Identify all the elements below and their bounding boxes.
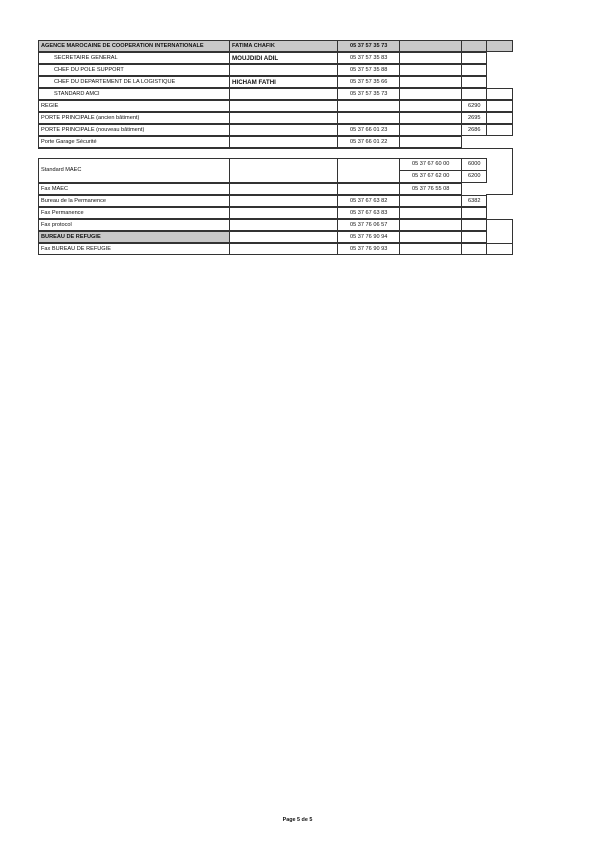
phone-number-2	[399, 207, 462, 219]
extension: 6290	[461, 100, 487, 112]
phone-number: 05 37 66 01 23	[337, 124, 400, 136]
contact-name	[229, 207, 338, 219]
contact-name	[229, 219, 338, 231]
phone-number: 05 37 57 35 73	[337, 88, 400, 100]
table-row	[38, 112, 513, 124]
contact-name	[229, 112, 338, 124]
entity-name: STANDARD AMCI	[38, 88, 230, 100]
entity-name: Fax protocol	[38, 219, 230, 231]
entity-name: REGIE	[38, 100, 230, 112]
extension	[461, 243, 487, 255]
table-row	[38, 219, 513, 231]
table-row	[38, 52, 513, 64]
entity-name: AGENCE MAROCAINE DE COOPERATION INTERNATIONALE	[38, 40, 230, 52]
extra-cell	[486, 100, 513, 112]
entity-name: Standard MAEC	[38, 158, 230, 183]
extension	[461, 64, 487, 76]
table-row	[38, 76, 513, 88]
phone-number: 05 37 76 06 57	[337, 219, 400, 231]
contact-name	[229, 88, 338, 100]
entity-name: BUREAU DE REFUGIE	[38, 231, 230, 243]
contact-name: HICHAM FATHI	[229, 76, 338, 88]
phone-number-2	[399, 40, 462, 52]
phone-number: 05 37 66 01 22	[337, 136, 400, 148]
entity-name: Porte Garage Sécurité	[38, 136, 230, 148]
extension	[461, 231, 487, 243]
phone-number-2	[399, 136, 462, 148]
table-row	[38, 124, 513, 136]
entity-name: CHEF DU DEPARTEMENT DE LA LOGISTIQUE	[38, 76, 230, 88]
phone-number: 05 37 57 35 73	[337, 40, 400, 52]
phone-number: 05 37 57 35 88	[337, 64, 400, 76]
contacts-table	[38, 40, 513, 255]
phone-number: 05 37 57 35 83	[337, 52, 400, 64]
phone-number-2: 05 37 76 55 08	[399, 183, 462, 195]
phone-number: 05 37 76 90 94	[337, 231, 400, 243]
page-number: Page 5 de 5	[282, 817, 313, 823]
extension	[461, 40, 487, 52]
extension: 2695	[461, 112, 487, 124]
extra-cell	[486, 112, 513, 124]
extra-cell	[486, 88, 513, 100]
entity-name: Fax Permanence	[38, 207, 230, 219]
phone-number-2	[399, 231, 462, 243]
extension	[461, 52, 487, 64]
extra-cell	[486, 124, 513, 136]
phone-number	[337, 112, 400, 124]
phone-number	[337, 100, 400, 112]
phone-number-2	[399, 88, 462, 100]
extension	[461, 207, 487, 219]
contact-name: MOUJDIDI ADIL	[229, 52, 338, 64]
contact-name	[229, 231, 338, 243]
phone-number-2	[399, 124, 462, 136]
phone-number-3: 05 37 67 62 00	[399, 170, 462, 183]
extension	[461, 88, 487, 100]
extension: 6000	[461, 158, 487, 171]
entity-name: Fax MAEC	[38, 183, 230, 195]
entity-name: Bureau de la Permanence	[38, 195, 230, 207]
table-row	[38, 100, 513, 112]
entity-name: SECRETAIRE GENERAL	[38, 52, 230, 64]
entity-name: CHEF DU POLE SUPPORT	[38, 64, 230, 76]
table-row	[38, 231, 513, 243]
phone-number-2	[399, 52, 462, 64]
table-row	[38, 183, 513, 195]
table-row	[38, 243, 513, 255]
entity-name: PORTE PRINCIPALE (nouveau bâtiment)	[38, 124, 230, 136]
table-row	[38, 158, 513, 183]
phone-number-2	[399, 76, 462, 88]
extension	[461, 183, 487, 195]
contact-name	[229, 100, 338, 112]
extra-cell	[486, 243, 513, 255]
extension-2: 6200	[461, 170, 487, 183]
extra-cell	[486, 40, 513, 52]
phone-number-2: 05 37 67 60 00	[399, 158, 462, 171]
phone-number: 05 37 76 90 93	[337, 243, 400, 255]
phone-number	[337, 183, 400, 195]
extension	[461, 76, 487, 88]
spacer-row	[38, 148, 513, 158]
contact-name: FATIMA CHAFIK	[229, 40, 338, 52]
phone-number-2	[399, 112, 462, 124]
contact-name	[229, 158, 338, 183]
extension: 6382	[461, 195, 487, 207]
entity-name: PORTE PRINCIPALE (ancien bâtiment)	[38, 112, 230, 124]
phone-number: 05 37 67 63 83	[337, 207, 400, 219]
entity-name: Fax BUREAU DE REFUGIE	[38, 243, 230, 255]
contact-name	[229, 64, 338, 76]
contact-name	[229, 243, 338, 255]
contact-name	[229, 136, 338, 148]
phone-number-2	[399, 243, 462, 255]
contact-name	[229, 183, 338, 195]
phone-number-2	[399, 64, 462, 76]
extension: 2686	[461, 124, 487, 136]
table-row	[38, 207, 513, 219]
table-row	[38, 136, 513, 148]
phone-number: 05 37 57 35 66	[337, 76, 400, 88]
table-row	[38, 64, 513, 76]
phone-number-2	[399, 100, 462, 112]
contact-name	[229, 195, 338, 207]
extension	[461, 219, 487, 231]
phone-number: 05 37 67 63 82	[337, 195, 400, 207]
table-row	[38, 195, 513, 207]
table-row	[38, 88, 513, 100]
phone-number-2	[399, 219, 462, 231]
table-row	[38, 40, 513, 52]
contact-name	[229, 124, 338, 136]
phone-number	[337, 158, 400, 183]
phone-number-2	[399, 195, 462, 207]
